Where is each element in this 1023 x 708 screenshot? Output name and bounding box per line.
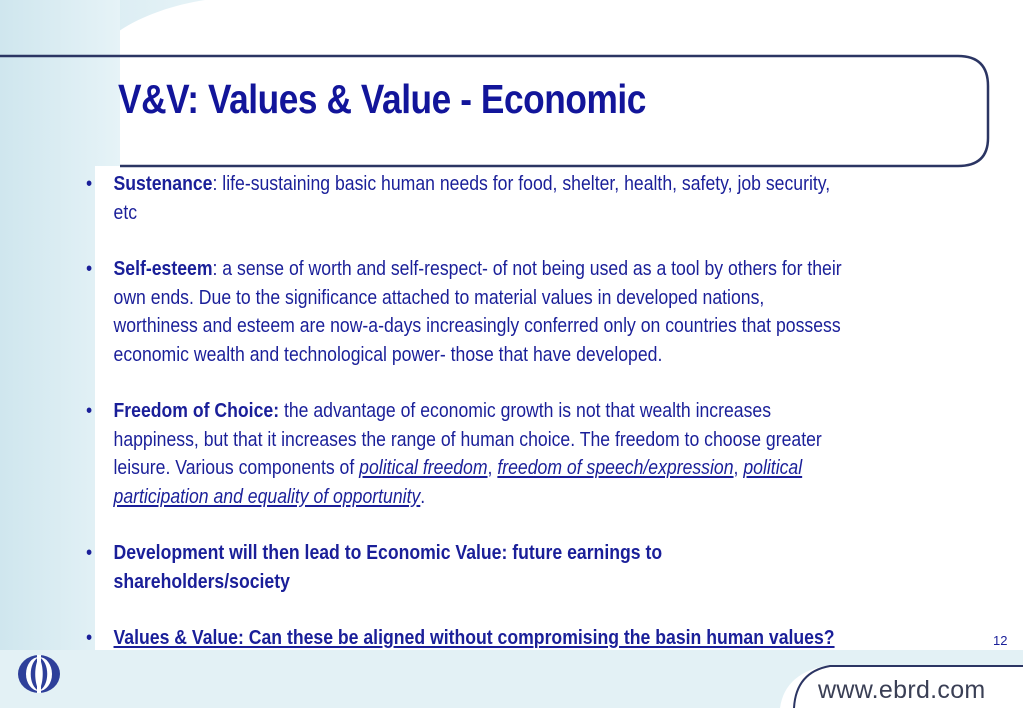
ebrd-logo-icon: [14, 652, 64, 696]
bullet-marker: •: [86, 541, 93, 564]
bullet-marker: •: [86, 257, 93, 280]
bullet-self-esteem: [86, 255, 843, 369]
bullet-marker: •: [86, 399, 93, 422]
link-political-participation[interactable]: political participation and equality of opportunity: [113, 456, 803, 508]
bullet-term: Sustenance: [113, 172, 213, 195]
bullet-term: Self-esteem: [113, 257, 213, 280]
slide-title: V&V: Values & Value - Economic: [118, 76, 646, 122]
bullet-freedom-of-choice: [86, 397, 843, 511]
bullet-text: : life-sustaining basic human needs for food, shelter, health, safety, job security, etc: [113, 172, 831, 224]
bullet-text: Development will then lead to Economic Value: future earnings to shareholders/society: [113, 541, 663, 593]
bullet-marker: •: [86, 626, 93, 649]
bullet-values-alignment: [86, 624, 843, 653]
bullet-development: [86, 539, 843, 596]
bullet-text: the advantage of economic growth is not that wealth increases happiness, but that it increases the range of human choice. The freedom to choose greater leisure. Various components of: [113, 399, 822, 479]
separator: ,: [733, 456, 744, 479]
bullet-list: [86, 170, 843, 681]
bullet-end: .: [420, 484, 426, 508]
bullet-marker: •: [86, 172, 93, 195]
link-freedom-of-speech[interactable]: freedom of speech/expression: [497, 456, 734, 479]
separator: ,: [487, 456, 498, 479]
bullet-text-link[interactable]: Values & Value: Can these be aligned without compromising the basin human values?: [113, 626, 835, 649]
footer-url[interactable]: www.ebrd.com: [818, 676, 986, 704]
link-political-freedom[interactable]: political freedom: [359, 456, 488, 479]
bullet-term: Freedom of Choice:: [113, 399, 280, 422]
bullet-text: : a sense of worth and self-respect- of not being used as a tool by others for their own ends. Due to the significance attached to material values in developed nations, worthiness and esteem are now-a-days increasingly conferred only on countries that possess economic wealth and technological power- those that have developed.: [113, 257, 842, 366]
bullet-sustenance: [86, 170, 843, 227]
page-number: 12: [993, 633, 1008, 648]
